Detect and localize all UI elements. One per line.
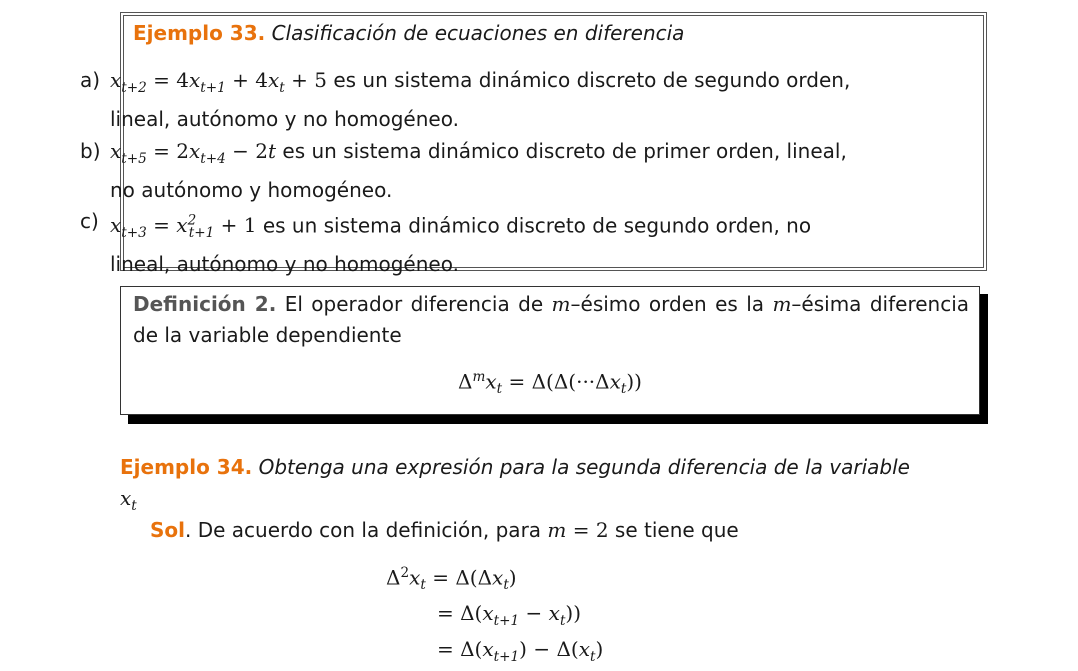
item-text-cont: lineal, autónomo y no homogéneo.: [110, 252, 459, 277]
example-33-item-b: [80, 136, 852, 206]
solution-label: Sol: [150, 518, 185, 542]
example-34-label: Ejemplo 34.: [120, 455, 253, 479]
item-label: a): [80, 68, 101, 92]
item-equation: $x_{t+5} = 2x_{t+4} - 2t$: [110, 139, 277, 167]
item-text-cont: lineal, autónomo y no homogéneo.: [110, 106, 459, 131]
item-label: c): [80, 209, 99, 233]
derivation-line-3: = $\Delta(x_{t+1}) - \Delta(x_t)$: [437, 637, 604, 665]
example-34-variable: $x_t$: [120, 486, 137, 514]
example-33-heading: [133, 21, 684, 45]
item-text: es un sistema dinámico discreto de primer orden, lineal,: [276, 139, 847, 163]
example-34: [120, 452, 960, 522]
example-33-item-a: [80, 65, 852, 135]
definition-equation: $\Delta^mx_t = \Delta(\Delta(\cdot\cdot\cdot\Delta x_t))$: [458, 369, 642, 398]
definition-box: [120, 286, 980, 415]
item-text: es un sistema dinámico discreto de segundo orden,: [326, 68, 851, 92]
definition-text: Definición 2. El operador diferencia de m–ésimo orden es la m–ésima diferencia de la variable dependiente: [133, 292, 970, 347]
item-text: es un sistema dinámico discreto de segundo orden, no: [256, 213, 812, 238]
item-equation: $x_{t+3} = x^2_{t+1} + 1$: [110, 213, 257, 242]
example-34-text: Obtenga una expresión para la segunda diferencia de la variable: [252, 455, 910, 479]
definition-label: Definición 2.: [133, 292, 277, 316]
derivation-line-2: = $\Delta(x_{t+1} - x_t)$): [437, 601, 582, 629]
item-equation: $x_{t+2} = 4x_{t+1} + 4x_t + 5$: [110, 68, 327, 96]
example-33-label: Ejemplo 33.: [133, 21, 266, 45]
item-label: b): [80, 139, 101, 163]
example-33-title: Clasificación de ecuaciones en diferencia: [271, 21, 685, 45]
example-33-item-c: [80, 206, 852, 280]
solution-condition: m = 2: [547, 518, 609, 542]
derivation-line-1: $\Delta^2x_t = \Delta(\Delta x_t)$: [386, 565, 517, 594]
solution-line: Sol. De acuerdo con la definición, para m = 2 se tiene que: [150, 518, 739, 542]
item-text-cont: no autónomo y homogéneo.: [110, 177, 393, 202]
